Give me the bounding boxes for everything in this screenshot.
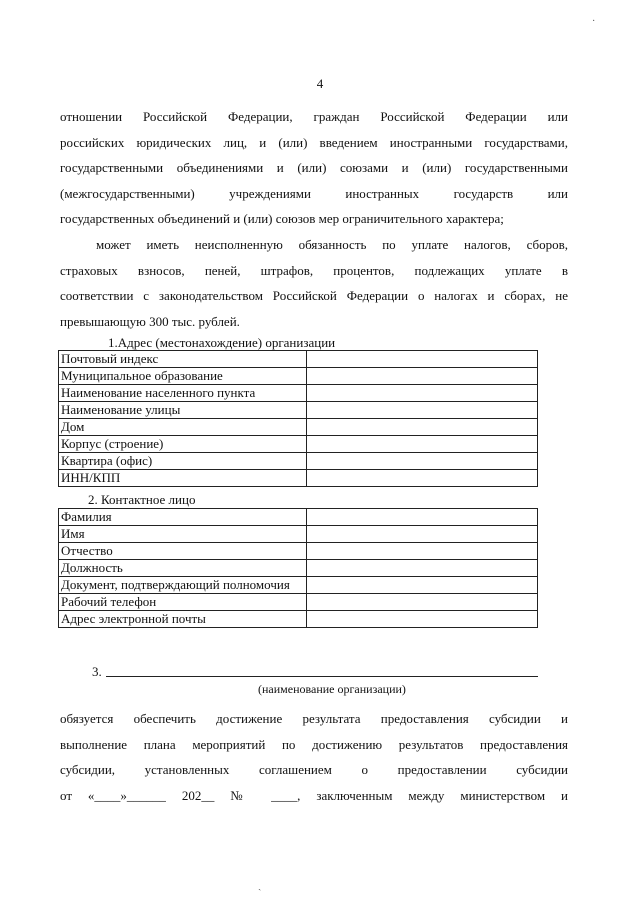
field-value[interactable] bbox=[306, 351, 537, 368]
paragraph-line: государственными объединениями и (или) союзами и (или) государственными bbox=[60, 160, 568, 176]
field-value[interactable] bbox=[307, 594, 538, 611]
paragraph-line: отношении Российской Федерации, граждан Российской Федерации или bbox=[60, 109, 568, 124]
field-value[interactable] bbox=[306, 402, 537, 419]
field-value[interactable] bbox=[306, 436, 537, 453]
scan-speck: ˎ bbox=[258, 880, 262, 891]
field-value[interactable] bbox=[306, 368, 537, 385]
paragraph-line: от «____»______ 202__ № ____, заключенным между министерством и bbox=[60, 787, 568, 803]
field-label: ИНН/КПП bbox=[59, 470, 307, 487]
organization-name-caption: (наименование организации) bbox=[258, 682, 406, 696]
table-row bbox=[59, 611, 538, 628]
field-value[interactable] bbox=[306, 385, 537, 402]
field-label: Наименование населенного пункта bbox=[59, 385, 307, 402]
table-row bbox=[59, 594, 538, 611]
field-value[interactable] bbox=[306, 453, 537, 470]
table-row bbox=[59, 509, 538, 526]
paragraph-line: страховых взносов, пеней, штрафов, процентов, подлежащих уплате в bbox=[60, 262, 568, 278]
field-value[interactable] bbox=[307, 560, 538, 577]
field-label: Адрес электронной почты bbox=[59, 611, 307, 628]
field-label: Квартира (офис) bbox=[59, 453, 307, 470]
paragraph-obligation bbox=[60, 706, 568, 808]
table-row bbox=[59, 385, 538, 402]
paragraph-line: превышающую 300 тыс. рублей. bbox=[60, 313, 240, 329]
field-value[interactable] bbox=[307, 509, 538, 526]
paragraph-line: российских юридических лиц, и (или) введением иностранными государствами, bbox=[60, 134, 568, 150]
paragraph-tax-obligation bbox=[60, 232, 568, 334]
paragraph-line: (межгосударственными) учреждениями иностранных государств или bbox=[60, 185, 568, 201]
table-row bbox=[59, 543, 538, 560]
table-row bbox=[59, 470, 538, 487]
table-row bbox=[59, 368, 538, 385]
field-label: Должность bbox=[59, 560, 307, 577]
table-row bbox=[59, 402, 538, 419]
address-section-title: 1.Адрес (местонахождение) организации bbox=[108, 335, 336, 350]
organization-name-field bbox=[92, 662, 542, 680]
organization-name-line[interactable] bbox=[106, 676, 538, 677]
contact-table bbox=[58, 508, 538, 628]
table-row bbox=[59, 526, 538, 543]
field-value[interactable] bbox=[307, 611, 538, 628]
address-table bbox=[58, 350, 538, 487]
page-number: 4 bbox=[316, 76, 324, 91]
contact-section-title: 2. Контактное лицо bbox=[88, 492, 196, 507]
paragraph-line: может иметь неисполненную обязанность по уплате налогов, сборов, bbox=[96, 237, 568, 252]
section-number: 3. bbox=[92, 664, 102, 679]
field-label: Наименование улицы bbox=[59, 402, 307, 419]
field-value[interactable] bbox=[307, 577, 538, 594]
paragraph-line: государственных объединений и (или) союзов мер ограничительного характера; bbox=[60, 211, 504, 227]
table-row bbox=[59, 419, 538, 436]
paragraph-sanctions bbox=[60, 104, 568, 232]
field-value[interactable] bbox=[307, 543, 538, 560]
field-label: Дом bbox=[59, 419, 307, 436]
table-row bbox=[59, 560, 538, 577]
paragraph-line: обязуется обеспечить достижение результата предоставления субсидии и bbox=[60, 711, 568, 726]
field-label: Документ, подтверждающий полномочия bbox=[59, 577, 307, 594]
scan-speck: · bbox=[592, 16, 596, 27]
field-label: Почтовый индекс bbox=[59, 351, 307, 368]
field-label: Имя bbox=[59, 526, 307, 543]
field-value[interactable] bbox=[306, 470, 537, 487]
table-row bbox=[59, 436, 538, 453]
paragraph-line: выполнение плана мероприятий по достижению результатов предоставления bbox=[60, 736, 568, 752]
field-value[interactable] bbox=[306, 419, 537, 436]
paragraph-line: субсидии, установленных соглашением о предоставлении субсидии bbox=[60, 762, 568, 778]
field-label: Фамилия bbox=[59, 509, 307, 526]
field-label: Отчество bbox=[59, 543, 307, 560]
paragraph-line: соответствии с законодательством Российской Федерации о налогах и сборах, не bbox=[60, 288, 568, 304]
field-label: Муниципальное образование bbox=[59, 368, 307, 385]
table-row bbox=[59, 453, 538, 470]
field-label: Рабочий телефон bbox=[59, 594, 307, 611]
table-row bbox=[59, 577, 538, 594]
field-value[interactable] bbox=[307, 526, 538, 543]
field-label: Корпус (строение) bbox=[59, 436, 307, 453]
table-row bbox=[59, 351, 538, 368]
